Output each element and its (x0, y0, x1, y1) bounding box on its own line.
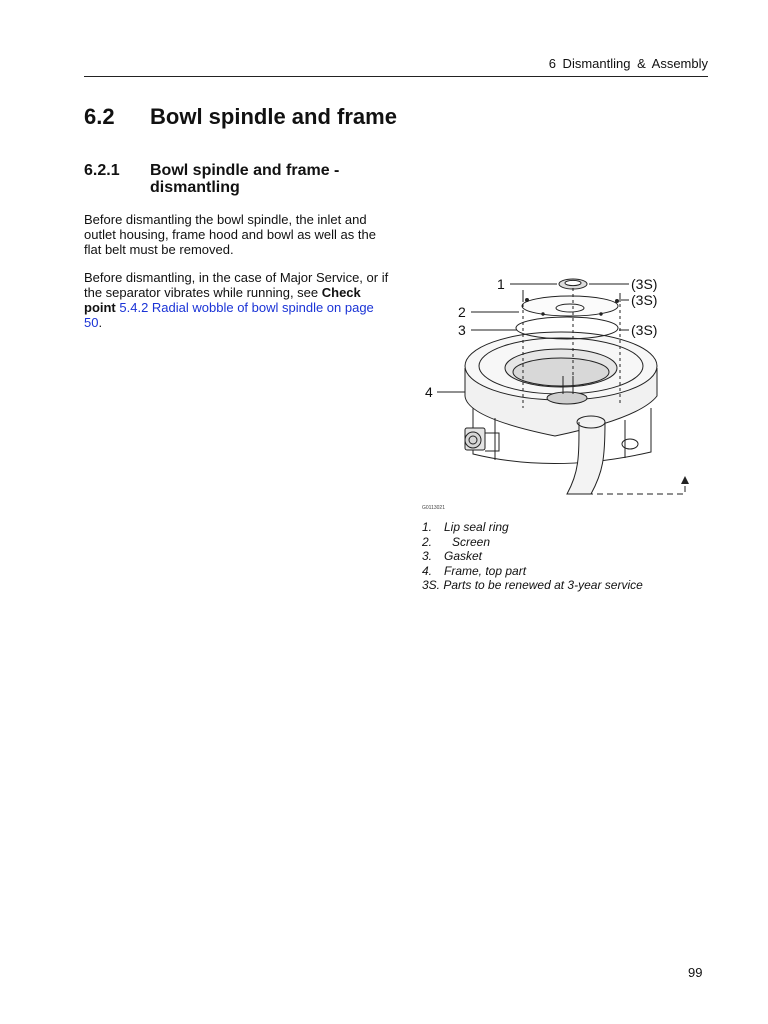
check-point-label: Check point (84, 285, 361, 315)
section-title: Bowl spindle and frame (150, 104, 397, 129)
legend-item: 1. Lip seal ring (422, 520, 509, 534)
legend-item: 2. Screen (422, 534, 491, 549)
legend-item: 3. Gasket (422, 549, 483, 563)
cross-reference-link[interactable]: 5.4.2 Radial wobble of bowl spindle on page 50 (84, 300, 374, 330)
callout-4: 4 (425, 384, 433, 400)
running-header: 6 Dismantling & Assembly (548, 56, 708, 71)
arrow-up-icon (681, 476, 689, 484)
tag-3s-gasket: (3S) (631, 322, 658, 338)
bowl-spindle-frame-figure (415, 268, 695, 500)
paragraph-end-text: . (98, 315, 103, 330)
callout-3: 3 (458, 322, 466, 338)
callout-1: 1 (497, 276, 505, 292)
paragraph-intro-text: Before dismantling, in the case of Major Service, or if the separator vibrates while running, see (84, 270, 389, 300)
subsection-title: Bowl spindle and frame - dismantling (150, 162, 340, 196)
header-rule (84, 76, 708, 77)
legend-item: 3S. Parts to be renewed at 3-year service (422, 578, 643, 592)
figure-legend (422, 520, 643, 593)
paragraph-prerequisites: Before dismantling the bowl spindle, the inlet and outlet housing, frame hood and bowl as well as the flat belt must be removed. (84, 212, 376, 257)
page-number: 99 (688, 965, 703, 980)
figure-id: G0113021 (422, 505, 445, 511)
section-heading (84, 104, 397, 130)
paragraph-check-point (84, 270, 394, 330)
tag-3s-screen: (3S) (631, 292, 658, 308)
legend-item: 4. Frame, top part (422, 563, 527, 578)
tag-3s-lip-seal: (3S) (631, 276, 658, 292)
subsection-number: 6.2.1 (84, 162, 120, 179)
callout-2: 2 (458, 304, 466, 320)
section-number: 6.2 (84, 104, 115, 129)
